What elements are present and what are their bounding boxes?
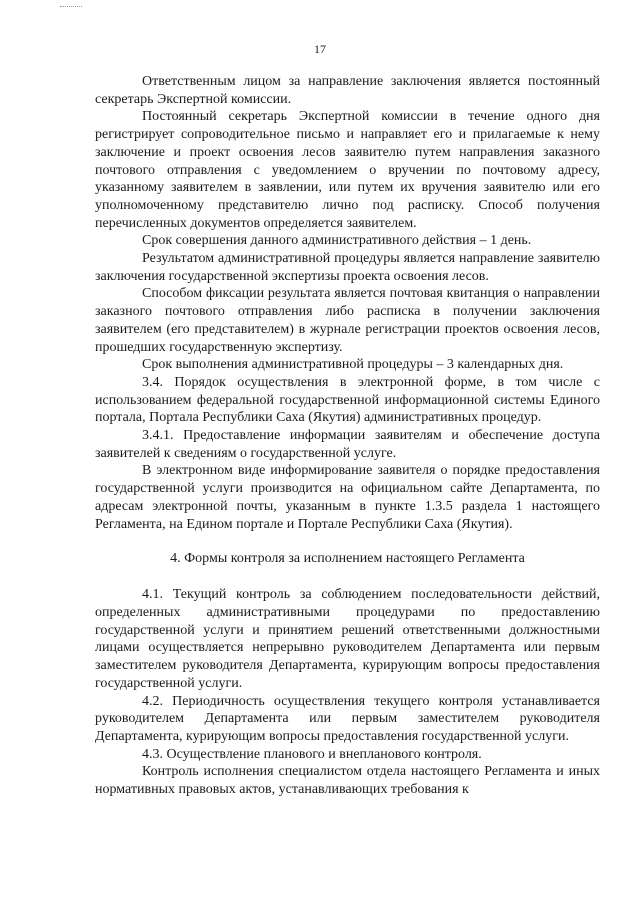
paragraph: Контроль исполнения специалистом отдела настоящего Регламента и иных нормативных правовых актов, устанавливающих требования к — [95, 764, 600, 798]
paragraph: Результатом административной процедуры является направление заявителю заключения государственной экспертизы проекта освоения лесов. — [95, 251, 600, 284]
paragraph: В электронном виде информирование заявителя о порядке предоставления государственной услуги производится на официальном сайте Департамента, по адресам электронной почты, указанным в пункте 1.3.5 раздела 1 настоящего Регламента, на Едином портале и Портале Республики Саха (Якутия). — [95, 463, 600, 532]
page-number: 17 — [314, 42, 326, 56]
paragraph: Срок совершения данного административного действия – 1 день. — [142, 233, 532, 249]
paragraph: Постоянный секретарь Экспертной комиссии в течение одного дня регистрирует сопроводительное письмо и направляет его и прилагаемые к нему заключение и проект освоения лесов заявителю путем направления заказного почтового отправления с уведомлением о вручении по почтовому адресу, указанному заявителем в заявлении, или путем их вручения заявителю или его уполномоченному представителю лично под расписку. Способ получения перечисленных документов определяется заявителем. — [95, 109, 600, 231]
paragraph: Ответственным лицом за направление заключения является постоянный секретарь Экспертной комиссии. — [95, 74, 600, 107]
scan-artifact-mark — [60, 6, 82, 9]
paragraph: Срок выполнения административной процедуры – 3 календарных дня. — [142, 357, 564, 373]
paragraph: Способом фиксации результата является почтовая квитанция о направлении заказного почтового отправления либо расписка в получении заключения заявителем (его представителем) в журнале регистрации проектов освоения лесов, прошедших государственную экспертизу. — [95, 286, 600, 355]
paragraph: 4.3. Осуществление планового и внепланового контроля. — [142, 746, 482, 762]
paragraph: 3.4.1. Предоставление информации заявителям и обеспечение доступа заявителей к сведениям о государственной услуге. — [95, 428, 600, 461]
paragraph: 3.4. Порядок осуществления в электронной форме, в том числе с использованием федеральной государственной информационной системы Единого портала, Портала Республики Саха (Якутия) административных процедур. — [95, 374, 600, 426]
paragraph: 4.1. Текущий контроль за соблюдением последовательности действий, определенных административными процедурами по предоставлению государственной услуги и принятием решений ответственными должностными лицами осуществляется непрерывно руководителем Департамента или первым заместителем руководителя Департамента, курирующим вопросы предоставления государственной услуги. — [95, 587, 600, 691]
section-heading: 4. Формы контроля за исполнением настоящего Регламента — [170, 551, 525, 567]
paragraph: 4.2. Периодичность осуществления текущего контроля устанавливается руководителем Департамента или первым заместителем руководителя Департамента, курирующим вопросы предоставления государственной услуги. — [95, 693, 600, 744]
document-body — [95, 73, 600, 799]
